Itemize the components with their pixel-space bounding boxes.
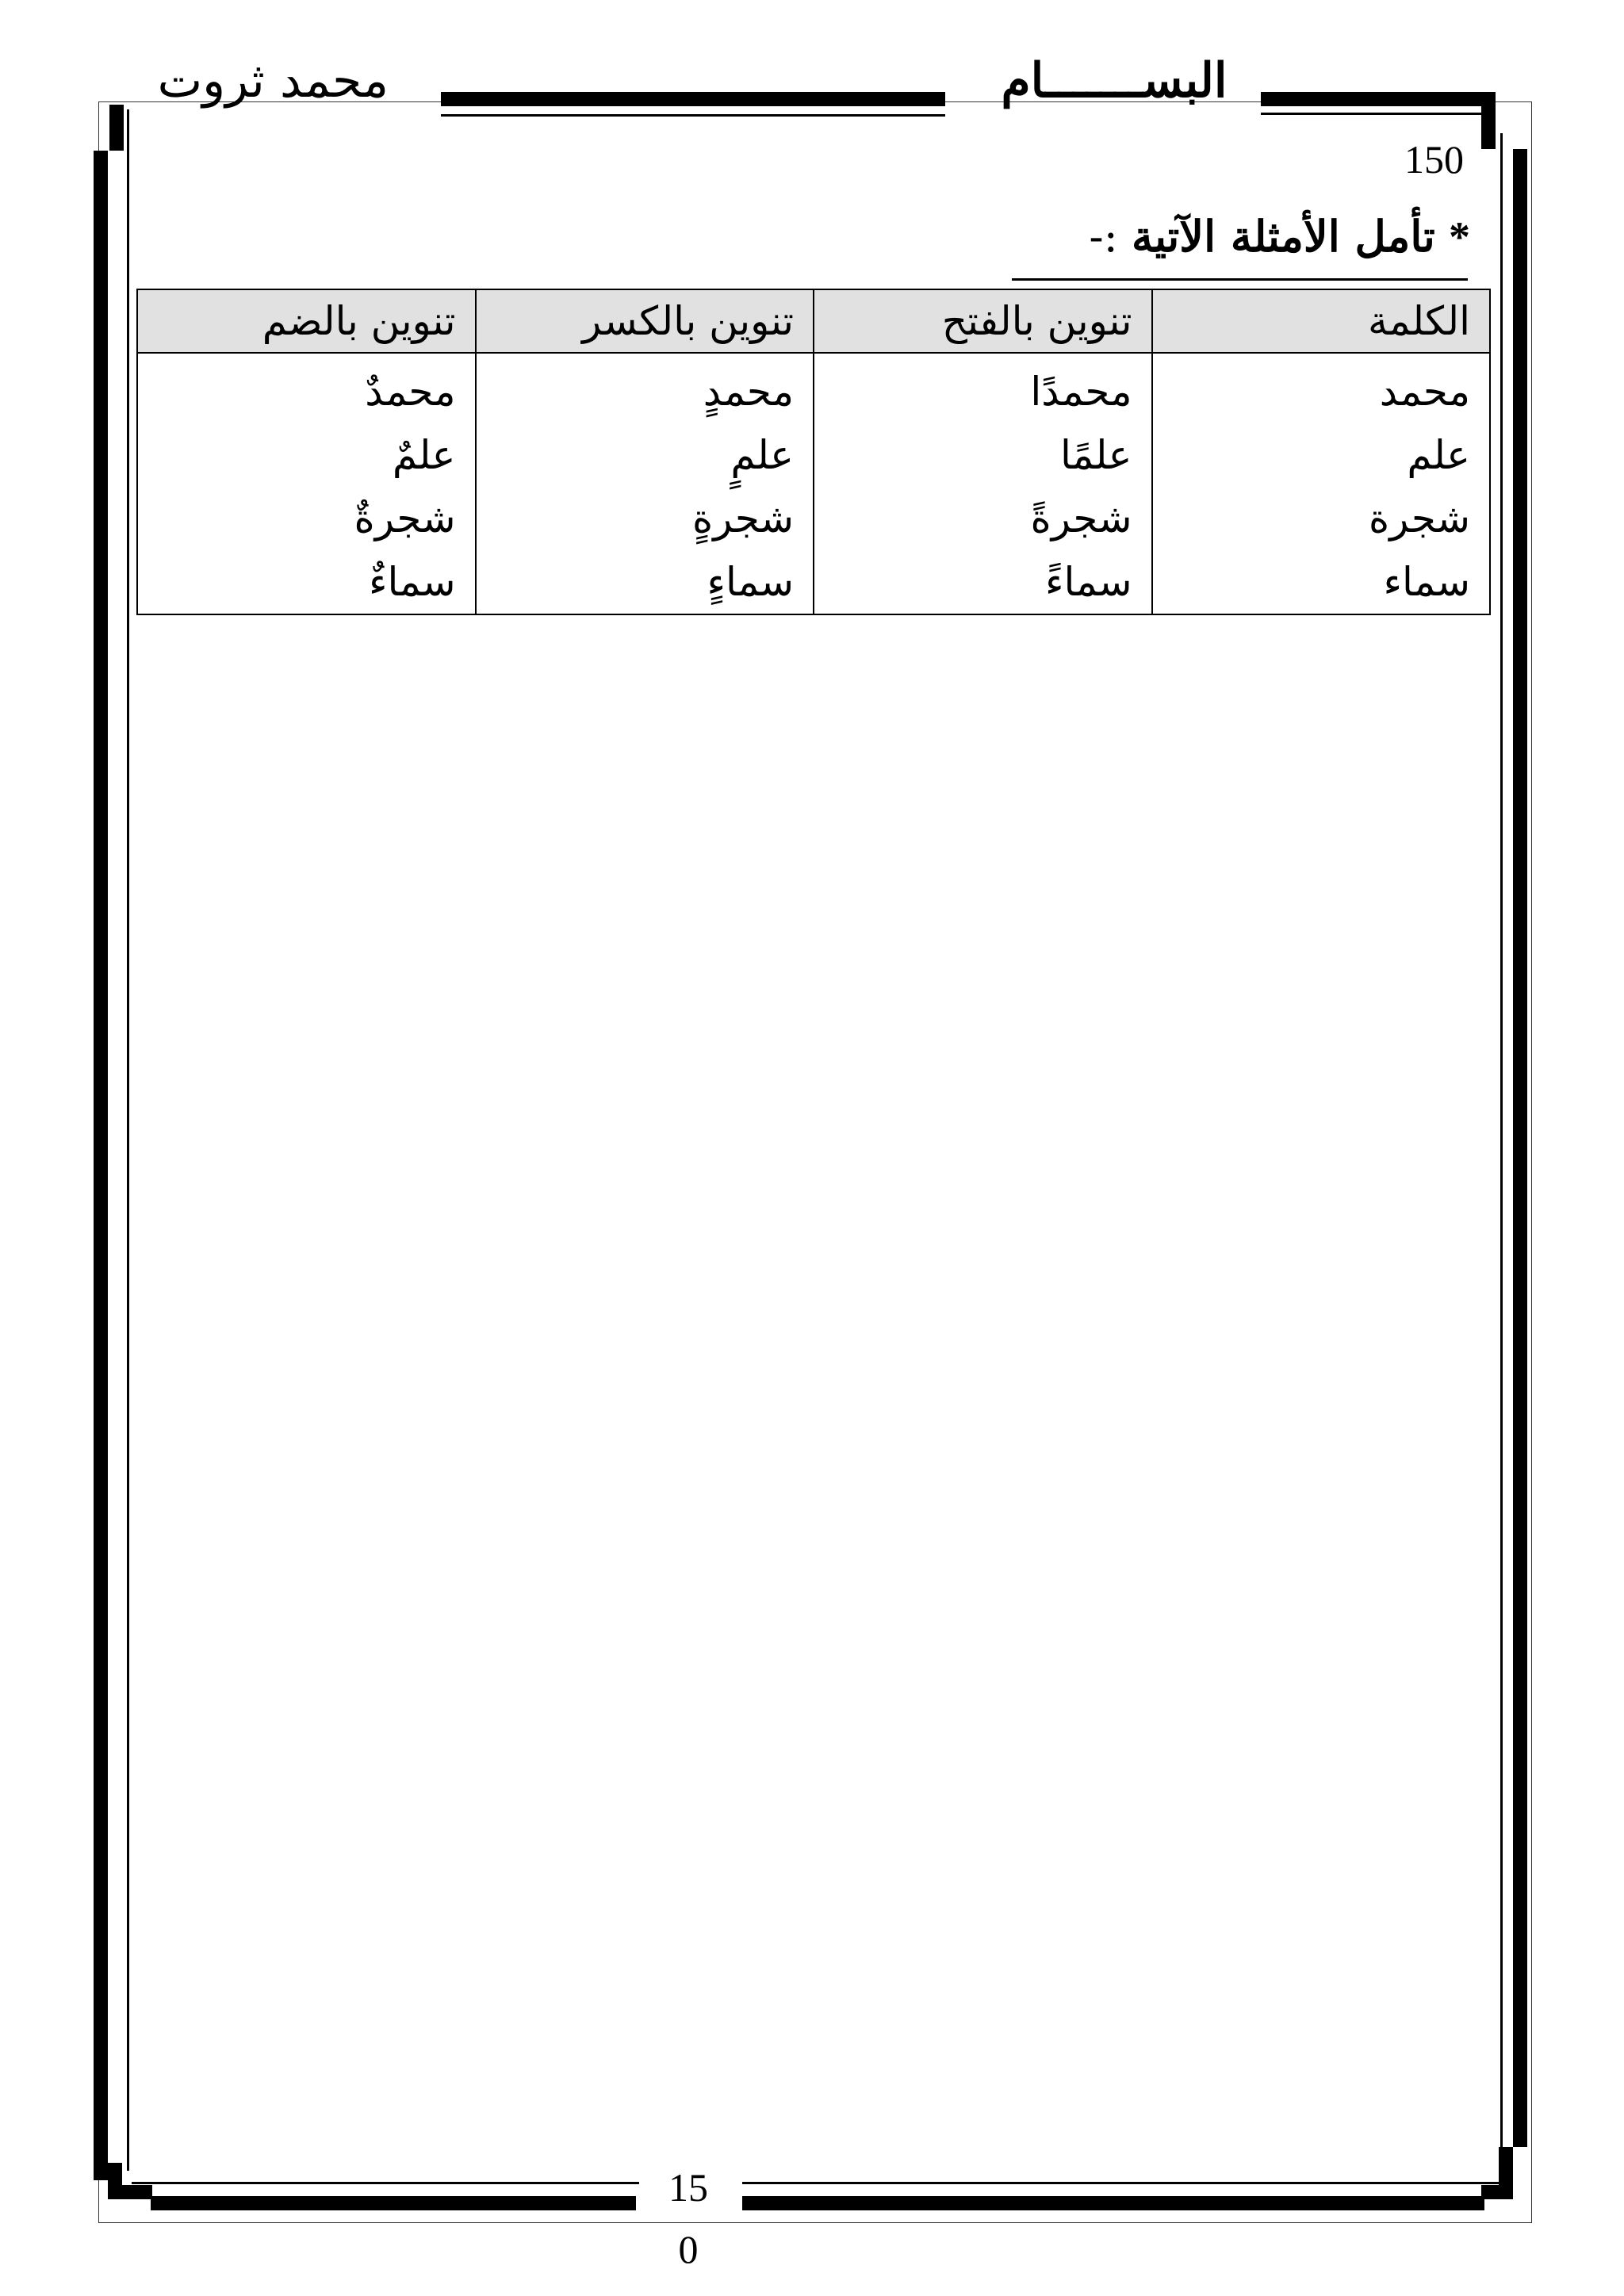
table-cell: علمٍ	[476, 423, 814, 487]
column-header-fatha: تنوين بالفتح	[814, 289, 1152, 353]
frame-bottom-line	[132, 2182, 639, 2184]
frame-corner-bar	[1499, 2147, 1513, 2199]
heading-text: تأمل الأمثلة الآتية	[1132, 211, 1435, 262]
heading-underline	[1012, 278, 1468, 281]
table-row	[137, 353, 1490, 423]
table-cell: علمٌ	[137, 423, 476, 487]
frame-corner-line	[1261, 113, 1481, 115]
page-number-top: 150	[1404, 137, 1464, 182]
header-title: البســـــــام	[1001, 53, 1228, 109]
table-row	[137, 487, 1490, 550]
table-cell: سماء	[1152, 550, 1491, 614]
heading-star: *	[1449, 213, 1470, 261]
table-cell: سماءٍ	[476, 550, 814, 614]
table-cell: علم	[1152, 423, 1491, 487]
table-row	[137, 550, 1490, 614]
header-rule-bar	[441, 92, 945, 106]
table-cell: شجرةً	[814, 487, 1152, 550]
table-cell: سماءً	[814, 550, 1152, 614]
table-cell: شجرةٍ	[476, 487, 814, 550]
table-cell: علمًا	[814, 423, 1152, 487]
frame-bottom-line	[742, 2182, 1499, 2184]
table-cell: محمد	[1152, 353, 1491, 423]
table-cell: محمدًا	[814, 353, 1152, 423]
table-cell: شجرةٌ	[137, 487, 476, 550]
table-header-row	[137, 289, 1490, 353]
frame-corner-bar	[109, 105, 124, 151]
frame-left-line	[127, 109, 129, 2171]
frame-corner-bar	[108, 2185, 152, 2199]
table-cell: محمدٍ	[476, 353, 814, 423]
frame-corner-bar	[1481, 92, 1496, 149]
page-number-bottom-overflow: 0	[678, 2229, 699, 2271]
frame-left-bar	[94, 151, 108, 2180]
tanween-table	[136, 289, 1491, 615]
table-cell: شجرة	[1152, 487, 1491, 550]
footer-rule-bar	[151, 2196, 636, 2210]
table-cell: محمدٌ	[137, 353, 476, 423]
table-cell: سماءٌ	[137, 550, 476, 614]
column-header-kasra: تنوين بالكسر	[476, 289, 814, 353]
header-rule-line	[441, 114, 945, 117]
section-heading	[1026, 211, 1470, 263]
column-header-word: الكلمة	[1152, 289, 1491, 353]
frame-right-bar	[1513, 149, 1527, 2147]
frame-corner-bar	[1261, 92, 1481, 106]
footer-rule-bar	[742, 2196, 1484, 2210]
header-author: محمد ثروت	[157, 53, 389, 109]
page-number-bottom: 15	[668, 2165, 708, 2210]
heading-suffix: :-	[1089, 212, 1118, 262]
frame-right-line	[1500, 133, 1503, 2163]
table-row	[137, 423, 1490, 487]
column-header-damma: تنوين بالضم	[137, 289, 476, 353]
